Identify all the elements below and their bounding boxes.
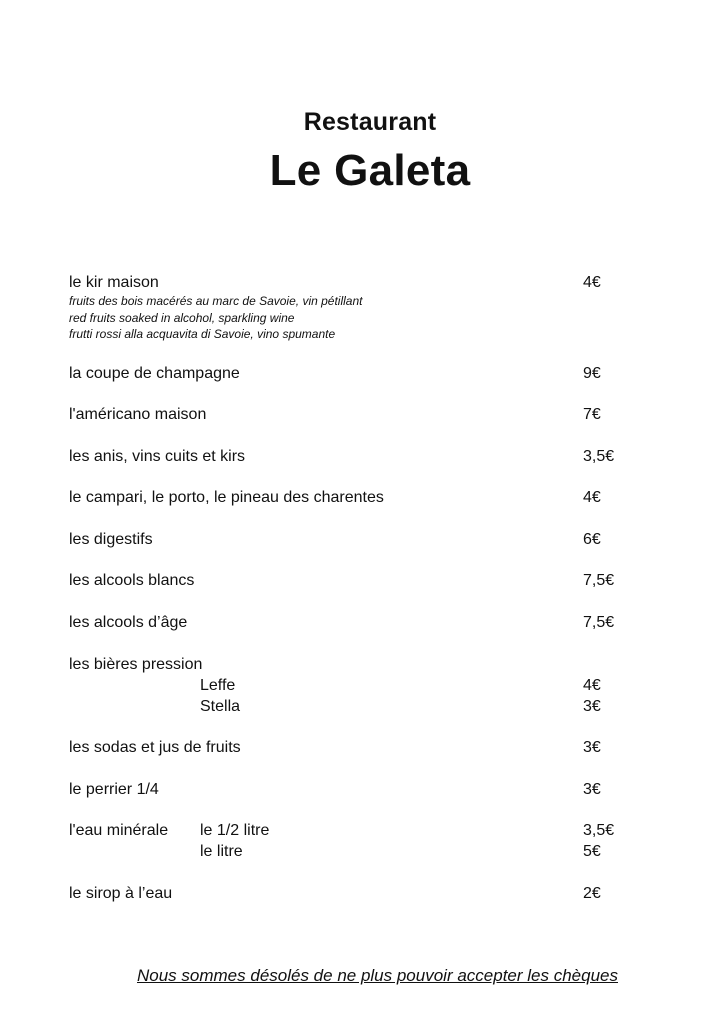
menu-item-campari [69, 487, 629, 509]
item-name: le perrier 1/4 [69, 781, 159, 798]
subitem-name: Leffe [200, 677, 236, 694]
menu-item-sirop [69, 883, 629, 905]
item-price: 2€ [583, 885, 601, 902]
menu-item-kir [69, 272, 629, 294]
cheque-notice: Nous sommes désolés de ne plus pouvoir accepter les chèques [137, 966, 618, 985]
menu-item-perrier [69, 779, 629, 801]
kir-description-en: red fruits soaked in alcohol, sparkling wine [69, 311, 295, 325]
menu-item-alcools-blancs [69, 570, 629, 592]
subitem-name: le 1/2 litre [200, 822, 270, 839]
item-price: 7,5€ [583, 614, 615, 631]
item-price: 9€ [583, 365, 601, 382]
item-name: les alcools d’âge [69, 614, 188, 631]
item-price: 3€ [583, 698, 601, 715]
item-name: les anis, vins cuits et kirs [69, 448, 246, 465]
item-price: 7,5€ [583, 572, 615, 589]
item-name: le sirop à l’eau [69, 885, 173, 902]
kir-description-fr: fruits des bois macérés au marc de Savoie, vin pétillant [69, 294, 363, 308]
item-price: 5€ [583, 843, 601, 860]
restaurant-label: Restaurant [303, 108, 437, 136]
item-name: les digestifs [69, 531, 153, 548]
menu-item-digestifs [69, 529, 629, 551]
item-name: les bières pression [69, 656, 203, 673]
menu-item-alcools-age [69, 612, 629, 634]
item-price: 3€ [583, 739, 601, 756]
subitem-name: le litre [200, 843, 243, 860]
subitem-name: Stella [200, 698, 241, 715]
item-price: 3€ [583, 781, 601, 798]
item-name: l'américano maison [69, 406, 207, 423]
item-name: le kir maison [69, 274, 159, 291]
item-price: 7€ [583, 406, 601, 423]
item-name: l'eau minérale [69, 822, 169, 839]
item-name: les sodas et jus de fruits [69, 739, 241, 756]
menu-subitem-stella [69, 696, 629, 718]
item-name: les alcools blancs [69, 572, 195, 589]
restaurant-name: Le Galeta [269, 146, 471, 195]
item-name: la coupe de champagne [69, 365, 240, 382]
menu-item-anis [69, 446, 629, 468]
item-price: 4€ [583, 677, 601, 694]
item-price: 4€ [583, 274, 601, 291]
menu-item-americano [69, 404, 629, 426]
item-name: le campari, le porto, le pineau des charentes [69, 489, 384, 506]
menu-item-eau-minerale [69, 820, 629, 842]
kir-description-it: frutti rossi alla acquavita di Savoie, vino spumante [69, 327, 336, 341]
item-price: 3,5€ [583, 448, 615, 465]
menu-subitem-litre [69, 841, 629, 863]
menu-item-bieres [69, 654, 629, 676]
item-price: 4€ [583, 489, 601, 506]
item-price: 6€ [583, 531, 601, 548]
menu-item-champagne [69, 363, 629, 385]
item-price: 3,5€ [583, 822, 615, 839]
menu-item-sodas [69, 737, 629, 759]
menu-subitem-leffe [69, 675, 629, 697]
